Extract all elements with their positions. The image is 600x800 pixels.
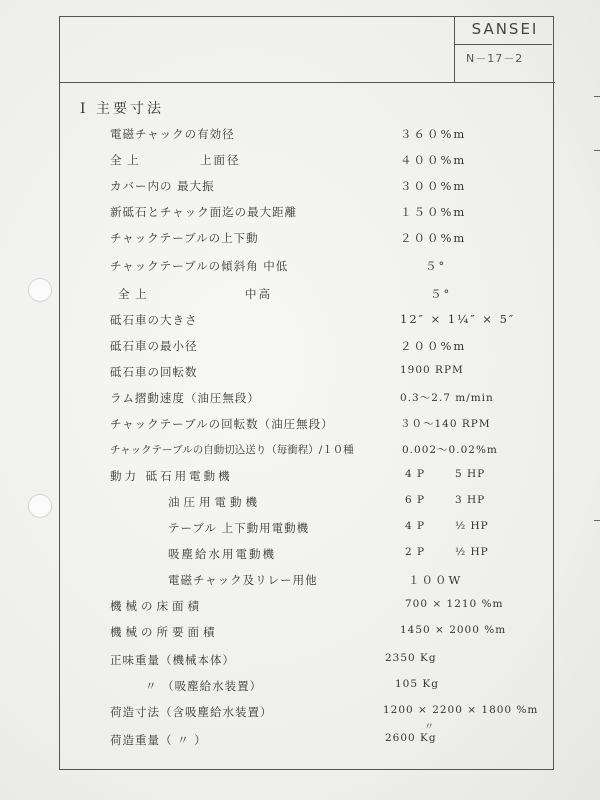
title-block-divider [454,44,552,45]
spec-row [110,204,297,220]
motor-poles: 4 P [405,520,426,532]
spec-value: ３６０%m [400,127,467,141]
document-number: N－17－2 [466,52,524,65]
motor-poles: 2 P [405,546,426,558]
spec-value: 1450 × 2000 %m [400,624,507,636]
spec-row [118,286,148,302]
spec-row [110,704,273,720]
motor-poles: 6 P [405,494,426,506]
spec-label: チャックテーブルの上下動 [110,231,259,245]
spec-label: 全 上 [110,153,140,167]
spec-row [110,732,207,748]
motor-power: ½ HP [455,520,489,532]
spec-label: チャックテーブルの自動切込送り（毎衝程）/１０種 [110,444,354,456]
spec-sublabel: 上面径 [200,153,241,167]
margin-tick [594,96,600,97]
spec-label: 動力 砥石用電動機 [110,469,233,483]
spec-label: 砥石車の大きさ [110,313,198,327]
spec-value: 1900 RPM [400,364,464,376]
margin-tick [594,150,600,151]
spec-label: 荷造重量（ 〃 ） [110,733,207,747]
spec-sublabel: 中高 [245,287,272,301]
brand-logo: SANSEI [471,20,539,38]
motor-power: ½ HP [455,546,489,558]
spec-value: 700 × 1210 %m [405,598,504,610]
spec-row [110,416,334,432]
spec-value: ５° [425,259,447,273]
punch-hole-bottom [28,494,52,518]
spec-label: 〃 （吸塵給水装置） [145,679,263,693]
spec-value: 2600 Kg [385,732,437,744]
spec-row [110,312,198,328]
spec-row [168,546,276,562]
spec-label: チャックテーブルの傾斜角 中低 [110,259,289,273]
spec-row [168,572,318,588]
spec-value: ２００%m [400,231,467,245]
spec-value: 105 Kg [395,678,439,690]
spec-value: ４００%m [400,153,467,167]
spec-row [168,494,261,510]
margin-tick [594,520,600,521]
spec-label: カバー内の 最大振 [110,179,215,193]
spec-row [110,652,235,668]
spec-label: 砥石車の回転数 [110,365,198,379]
spec-row [110,230,259,246]
spec-row [168,520,309,536]
spec-label: 機械の床面積 [110,599,203,613]
motor-power: 3 HP [455,494,486,506]
spec-value: ３０～140 RPM [400,418,491,430]
spec-label: ラム摺動速度（油圧無段） [110,391,260,405]
spec-label: 電磁チャック及リレー用他 [168,573,318,587]
spec-label: 砥石車の最小径 [110,339,198,353]
spec-value: 0.002～0.02%m [402,444,498,456]
section-title: Ⅰ 主要寸法 [80,101,164,117]
spec-value: ５° [430,287,452,301]
spec-value: １５０%m [400,205,467,219]
spec-label: 電磁チャックの有効径 [110,127,235,141]
spec-value: ２００%m [400,339,467,353]
spec-value: ３００%m [400,179,467,193]
spec-row [110,126,235,142]
spec-row [110,390,260,406]
spec-row [110,258,288,274]
motor-poles: 4 P [405,468,426,480]
spec-value: 12″ × 1¼″ × 5″ [400,312,516,326]
spec-row [110,442,354,457]
spec-row [110,598,203,614]
spec-value: 2350 Kg [385,652,437,664]
motor-power: 5 HP [455,468,486,480]
spec-row [110,178,215,194]
spec-row [110,152,140,168]
spec-label: 機械の所要面積 [110,625,219,639]
spec-row [110,364,198,380]
spec-label: 荷造寸法（含吸塵給水装置） [110,705,273,719]
spec-value: 1200 × 2200 × 1800 %m [383,704,539,716]
spec-row [110,338,198,354]
punch-hole-top [28,278,52,302]
spec-label: 正味重量（機械本体） [110,653,235,667]
header-rule [59,82,555,83]
spec-value: 0.3～2.7 m/min [400,392,494,404]
spec-value: １００W [408,573,463,587]
spec-label: チャックテーブルの回転数（油圧無段） [110,417,334,431]
spec-label: テーブル 上下動用電動機 [168,521,310,535]
spec-row [110,468,233,484]
spec-row [110,624,219,640]
spec-label: 吸塵給水用電動機 [168,547,276,561]
spec-row [145,678,262,694]
spec-label: 全 上 [118,287,148,301]
ditto-mark: 〃 [424,722,434,733]
spec-label: 新砥石とチャック面迄の最大距離 [110,205,298,219]
spec-label: 油圧用電動機 [168,495,261,509]
